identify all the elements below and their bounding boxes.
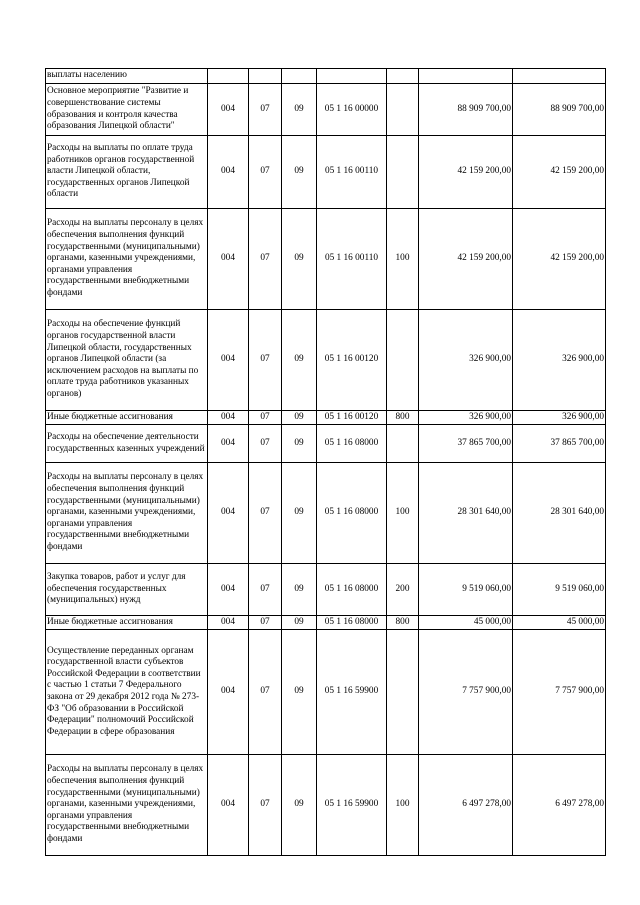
row-name: Расходы на выплаты персоналу в целях обеспечения выполнения функций государственными (муниципальными) органами, казенными учреждениями, органами управления государственными внебюджетными фондами bbox=[46, 209, 208, 310]
row-target-article: 05 1 16 08000 bbox=[317, 463, 387, 564]
table-row bbox=[46, 69, 606, 84]
table-row bbox=[46, 425, 606, 463]
row-target-article: 05 1 16 08000 bbox=[317, 564, 387, 616]
row-section: 07 bbox=[249, 616, 282, 630]
row-amount-1: 7 757 900,00 bbox=[419, 630, 513, 755]
row-target-article: 05 1 16 00110 bbox=[317, 209, 387, 310]
row-target-article bbox=[317, 69, 387, 84]
row-target-article: 05 1 16 00120 bbox=[317, 411, 387, 425]
row-subsection: 09 bbox=[282, 310, 317, 411]
row-section: 07 bbox=[249, 411, 282, 425]
row-target-article: 05 1 16 08000 bbox=[317, 425, 387, 463]
row-expense-type: 800 bbox=[387, 411, 419, 425]
table-row bbox=[46, 310, 606, 411]
table-row bbox=[46, 630, 606, 755]
row-amount-2: 326 900,00 bbox=[513, 411, 606, 425]
table-row bbox=[46, 209, 606, 310]
row-name: Закупка товаров, работ и услуг для обеспечения государственных (муниципальных) нужд bbox=[46, 564, 208, 616]
row-amount-1: 9 519 060,00 bbox=[419, 564, 513, 616]
row-subsection: 09 bbox=[282, 616, 317, 630]
table-row bbox=[46, 755, 606, 856]
row-amount-1: 45 000,00 bbox=[419, 616, 513, 630]
row-ved bbox=[208, 69, 249, 84]
row-subsection: 09 bbox=[282, 463, 317, 564]
row-ved: 004 bbox=[208, 209, 249, 310]
row-expense-type: 200 bbox=[387, 564, 419, 616]
row-section: 07 bbox=[249, 564, 282, 616]
row-section: 07 bbox=[249, 630, 282, 755]
row-target-article: 05 1 16 08000 bbox=[317, 616, 387, 630]
row-subsection: 09 bbox=[282, 630, 317, 755]
row-section bbox=[249, 69, 282, 84]
row-section: 07 bbox=[249, 755, 282, 856]
row-amount-2: 88 909 700,00 bbox=[513, 84, 606, 136]
row-ved: 004 bbox=[208, 755, 249, 856]
row-amount-1: 326 900,00 bbox=[419, 411, 513, 425]
row-amount-2: 37 865 700,00 bbox=[513, 425, 606, 463]
table-row bbox=[46, 463, 606, 564]
row-amount-1 bbox=[419, 69, 513, 84]
row-expense-type: 100 bbox=[387, 209, 419, 310]
row-expense-type bbox=[387, 136, 419, 209]
row-subsection: 09 bbox=[282, 209, 317, 310]
row-ved: 004 bbox=[208, 630, 249, 755]
row-expense-type: 100 bbox=[387, 755, 419, 856]
row-section: 07 bbox=[249, 84, 282, 136]
row-name: выплаты населению bbox=[46, 69, 208, 84]
row-name: Расходы на выплаты по оплате труда работников органов государственной власти Липецкой области, государственных органов Липецкой области bbox=[46, 136, 208, 209]
row-section: 07 bbox=[249, 463, 282, 564]
row-expense-type bbox=[387, 425, 419, 463]
row-name: Иные бюджетные ассигнования bbox=[46, 411, 208, 425]
row-subsection: 09 bbox=[282, 564, 317, 616]
row-ved: 004 bbox=[208, 411, 249, 425]
row-ved: 004 bbox=[208, 463, 249, 564]
table-row bbox=[46, 84, 606, 136]
row-section: 07 bbox=[249, 310, 282, 411]
row-ved: 004 bbox=[208, 616, 249, 630]
row-ved: 004 bbox=[208, 564, 249, 616]
row-expense-type bbox=[387, 69, 419, 84]
row-expense-type bbox=[387, 84, 419, 136]
row-subsection: 09 bbox=[282, 84, 317, 136]
table-row bbox=[46, 136, 606, 209]
row-amount-1: 42 159 200,00 bbox=[419, 136, 513, 209]
row-ved: 004 bbox=[208, 425, 249, 463]
row-target-article: 05 1 16 59900 bbox=[317, 755, 387, 856]
row-amount-2: 6 497 278,00 bbox=[513, 755, 606, 856]
row-subsection bbox=[282, 69, 317, 84]
row-ved: 004 bbox=[208, 84, 249, 136]
row-subsection: 09 bbox=[282, 425, 317, 463]
row-expense-type bbox=[387, 310, 419, 411]
row-subsection: 09 bbox=[282, 136, 317, 209]
row-amount-1: 6 497 278,00 bbox=[419, 755, 513, 856]
row-amount-1: 42 159 200,00 bbox=[419, 209, 513, 310]
row-name: Расходы на обеспечение функций органов государственной власти Липецкой области, государственных органов Липецкой области (за исключением расходов на выплаты по оплате труда работников указанных органов) bbox=[46, 310, 208, 411]
row-name: Основное мероприятие "Развитие и совершенствование системы образования и контроля качества образования Липецкой области" bbox=[46, 84, 208, 136]
table-row bbox=[46, 616, 606, 630]
row-expense-type: 800 bbox=[387, 616, 419, 630]
row-ved: 004 bbox=[208, 310, 249, 411]
table-row bbox=[46, 411, 606, 425]
row-amount-2: 9 519 060,00 bbox=[513, 564, 606, 616]
budget-table bbox=[45, 68, 606, 856]
row-target-article: 05 1 16 59900 bbox=[317, 630, 387, 755]
row-section: 07 bbox=[249, 425, 282, 463]
row-amount-2: 28 301 640,00 bbox=[513, 463, 606, 564]
row-name: Расходы на выплаты персоналу в целях обеспечения выполнения функций государственными (муниципальными) органами, казенными учреждениями, органами управления государственными внебюджетными фондами bbox=[46, 463, 208, 564]
row-amount-2: 326 900,00 bbox=[513, 310, 606, 411]
row-amount-1: 88 909 700,00 bbox=[419, 84, 513, 136]
row-subsection: 09 bbox=[282, 755, 317, 856]
row-amount-2: 42 159 200,00 bbox=[513, 209, 606, 310]
row-ved: 004 bbox=[208, 136, 249, 209]
budget-table-body bbox=[46, 69, 606, 856]
row-section: 07 bbox=[249, 136, 282, 209]
row-amount-2: 7 757 900,00 bbox=[513, 630, 606, 755]
table-row bbox=[46, 564, 606, 616]
row-name: Расходы на выплаты персоналу в целях обеспечения выполнения функций государственными (муниципальными) органами, казенными учреждениями, органами управления государственными внебюджетными фондами bbox=[46, 755, 208, 856]
row-amount-1: 28 301 640,00 bbox=[419, 463, 513, 564]
row-expense-type: 100 bbox=[387, 463, 419, 564]
row-name: Расходы на обеспечение деятельности государственных казенных учреждений bbox=[46, 425, 208, 463]
row-expense-type bbox=[387, 630, 419, 755]
row-name: Иные бюджетные ассигнования bbox=[46, 616, 208, 630]
row-name: Осуществление переданных органам государственной власти субъектов Российской Федерации в соответствии с частью 1 статьи 7 Федерального закона от 29 декабря 2012 года № 273-ФЗ "Об образовании в Российской Федерации" полномочий Российской Федерации в сфере образования bbox=[46, 630, 208, 755]
row-target-article: 05 1 16 00000 bbox=[317, 84, 387, 136]
row-section: 07 bbox=[249, 209, 282, 310]
row-amount-2 bbox=[513, 69, 606, 84]
row-target-article: 05 1 16 00110 bbox=[317, 136, 387, 209]
row-amount-1: 326 900,00 bbox=[419, 310, 513, 411]
row-amount-2: 42 159 200,00 bbox=[513, 136, 606, 209]
row-amount-2: 45 000,00 bbox=[513, 616, 606, 630]
row-subsection: 09 bbox=[282, 411, 317, 425]
row-amount-1: 37 865 700,00 bbox=[419, 425, 513, 463]
row-target-article: 05 1 16 00120 bbox=[317, 310, 387, 411]
